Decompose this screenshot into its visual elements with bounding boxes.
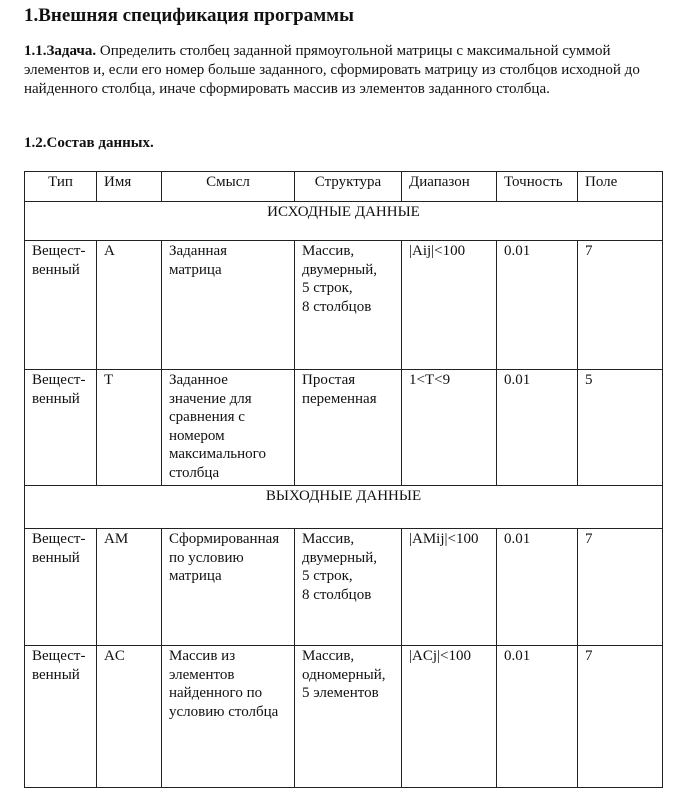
table-row (25, 370, 663, 486)
task-label: 1.1.Задача. (24, 43, 97, 59)
cell-range: |ACj|<100 (402, 646, 497, 788)
section-input: ИСХОДНЫЕ ДАННЫЕ (25, 202, 663, 241)
header-cell: Смысл (162, 172, 295, 202)
cell-type: Вещест- венный (25, 646, 97, 788)
header-cell: Тип (25, 172, 97, 202)
data-heading: 1.2.Состав данных. (24, 135, 154, 151)
cell-type: Вещест- венный (25, 241, 97, 370)
data-table (24, 171, 663, 788)
task-paragraph (24, 42, 664, 99)
cell-field: 7 (578, 241, 663, 370)
cell-structure: Массив, двумерный, 5 строк, 8 столбцов (295, 241, 402, 370)
cell-meaning: Массив из элементов найденного по условию столбца (162, 646, 295, 788)
header-cell: Точность (497, 172, 578, 202)
cell-meaning: Заданное значение для сравнения с номером максимального столбца (162, 370, 295, 486)
cell-name: A (97, 241, 162, 370)
table-row (25, 646, 663, 788)
cell-field: 7 (578, 529, 663, 646)
cell-range: |AMij|<100 (402, 529, 497, 646)
cell-name: T (97, 370, 162, 486)
header-cell: Диапазон (402, 172, 497, 202)
header-cell: Имя (97, 172, 162, 202)
cell-name: AC (97, 646, 162, 788)
cell-precision: 0.01 (497, 241, 578, 370)
cell-precision: 0.01 (497, 646, 578, 788)
cell-structure: Массив, одномерный, 5 элементов (295, 646, 402, 788)
cell-structure: Массив, двумерный, 5 строк, 8 столбцов (295, 529, 402, 646)
cell-type: Вещест- венный (25, 529, 97, 646)
section-output: ВЫХОДНЫЕ ДАННЫЕ (25, 486, 663, 529)
header-cell: Поле (578, 172, 663, 202)
task-text: Определить столбец заданной прямоугольной матрицы с максимальной суммой элементов и, если его номер больше заданного, сформировать матрицу из столбцов исходной до найденного столбца, иначе сформировать массив из элементов заданного столбца. (24, 43, 640, 97)
header-cell: Структура (295, 172, 402, 202)
table-row (25, 529, 663, 646)
table-header-row (25, 172, 663, 202)
section-title: 1.Внешняя спецификация программы (24, 5, 354, 26)
table-row (25, 241, 663, 370)
cell-range: 1<T<9 (402, 370, 497, 486)
cell-field: 5 (578, 370, 663, 486)
cell-type: Вещест- венный (25, 370, 97, 486)
cell-field: 7 (578, 646, 663, 788)
cell-meaning: Сформированная по условию матрица (162, 529, 295, 646)
cell-precision: 0.01 (497, 529, 578, 646)
cell-structure: Простая переменная (295, 370, 402, 486)
cell-meaning: Заданная матрица (162, 241, 295, 370)
cell-precision: 0.01 (497, 370, 578, 486)
cell-name: AM (97, 529, 162, 646)
cell-range: |Aij|<100 (402, 241, 497, 370)
